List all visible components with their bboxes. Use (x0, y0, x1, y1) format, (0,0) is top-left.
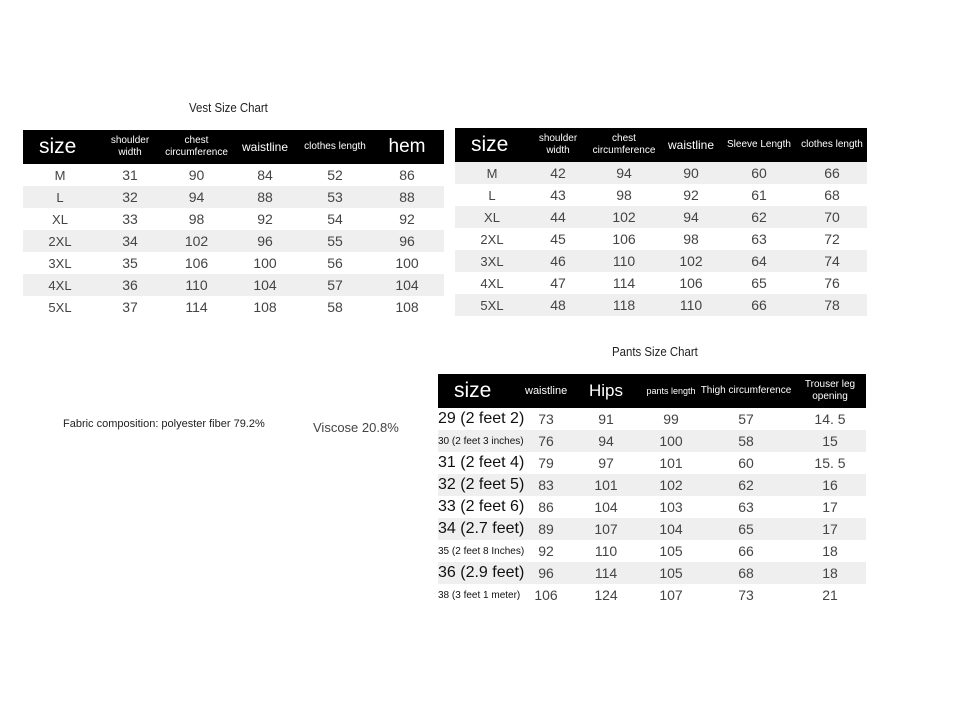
table-cell: 44 (529, 206, 587, 228)
size-cell: 4XL (23, 274, 97, 296)
table-cell: 124 (568, 584, 644, 606)
table-cell: 15. 5 (794, 452, 866, 474)
table-cell: 35 (97, 252, 163, 274)
table-cell: 104 (230, 274, 300, 296)
table-cell: 21 (794, 584, 866, 606)
table-cell: 91 (568, 408, 644, 430)
table-cell: 98 (661, 228, 721, 250)
vest-header-size: size (23, 130, 97, 164)
table-cell: 105 (644, 540, 698, 562)
table-cell: 57 (698, 408, 794, 430)
table-cell: 72 (797, 228, 867, 250)
vest-header-hem: hem (370, 130, 444, 164)
table-cell: 32 (97, 186, 163, 208)
table-cell: 90 (163, 164, 230, 186)
table-row (455, 206, 867, 228)
table-row (438, 584, 866, 606)
table-cell: 102 (587, 206, 661, 228)
table-cell: 97 (568, 452, 644, 474)
viscose-text: Viscose 20.8% (313, 420, 399, 435)
table-cell: 54 (300, 208, 370, 230)
table-row (23, 164, 444, 186)
table-cell: 57 (300, 274, 370, 296)
shirt-header-sleeve: Sleeve Length (721, 128, 797, 162)
table-row (438, 474, 866, 496)
table-row (438, 452, 866, 474)
size-cell: 30 (2 feet 3 inches) (438, 430, 524, 452)
size-cell: 38 (3 feet 1 meter) (438, 584, 524, 606)
size-cell: 31 (2 feet 4) (438, 452, 524, 474)
size-cell: M (455, 162, 529, 184)
table-cell: 107 (644, 584, 698, 606)
table-cell: 65 (721, 272, 797, 294)
table-cell: 102 (163, 230, 230, 252)
table-cell: 34 (97, 230, 163, 252)
table-cell: 110 (568, 540, 644, 562)
table-cell: 98 (587, 184, 661, 206)
table-row (23, 296, 444, 318)
table-cell: 100 (644, 430, 698, 452)
table-cell: 60 (698, 452, 794, 474)
size-cell: 35 (2 feet 8 Inches) (438, 540, 524, 562)
table-cell: 100 (370, 252, 444, 274)
table-cell: 37 (97, 296, 163, 318)
table-cell: 96 (230, 230, 300, 252)
table-cell: 62 (721, 206, 797, 228)
size-cell: 32 (2 feet 5) (438, 474, 524, 496)
table-cell: 106 (661, 272, 721, 294)
table-cell: 62 (698, 474, 794, 496)
table-cell: 110 (587, 250, 661, 272)
table-row (438, 518, 866, 540)
size-cell: 2XL (23, 230, 97, 252)
table-cell: 65 (698, 518, 794, 540)
pants-chart-title: Pants Size Chart (612, 344, 698, 359)
table-row (455, 250, 867, 272)
table-cell: 36 (97, 274, 163, 296)
table-row (23, 274, 444, 296)
table-cell: 114 (163, 296, 230, 318)
table-row (23, 208, 444, 230)
size-cell: 3XL (23, 252, 97, 274)
table-cell: 118 (587, 294, 661, 316)
pants-header-thigh: Thigh circumference (698, 374, 794, 408)
vest-header-shoulder: shoulder width (97, 130, 163, 164)
table-cell: 52 (300, 164, 370, 186)
table-cell: 74 (797, 250, 867, 272)
table-row (438, 430, 866, 452)
shirt-header-waistline: waistline (661, 128, 721, 162)
table-cell: 70 (797, 206, 867, 228)
table-cell: 102 (644, 474, 698, 496)
table-row (23, 186, 444, 208)
table-cell: 61 (721, 184, 797, 206)
table-cell: 68 (698, 562, 794, 584)
pants-header-waistline: waistline (524, 374, 568, 408)
vest-size-table (23, 130, 444, 318)
table-cell: 14. 5 (794, 408, 866, 430)
table-cell: 94 (568, 430, 644, 452)
table-cell: 84 (230, 164, 300, 186)
table-cell: 104 (644, 518, 698, 540)
pants-header-row (438, 374, 866, 408)
table-cell: 92 (524, 540, 568, 562)
table-cell: 92 (661, 184, 721, 206)
table-cell: 58 (300, 296, 370, 318)
table-row (438, 540, 866, 562)
table-cell: 55 (300, 230, 370, 252)
table-cell: 114 (568, 562, 644, 584)
table-cell: 94 (163, 186, 230, 208)
size-cell: L (455, 184, 529, 206)
shirt-header-row (455, 128, 867, 162)
table-row (23, 252, 444, 274)
table-cell: 79 (524, 452, 568, 474)
size-cell: L (23, 186, 97, 208)
size-cell: XL (455, 206, 529, 228)
table-cell: 107 (568, 518, 644, 540)
table-cell: 63 (721, 228, 797, 250)
table-cell: 78 (797, 294, 867, 316)
table-cell: 105 (644, 562, 698, 584)
table-cell: 73 (524, 408, 568, 430)
table-cell: 58 (698, 430, 794, 452)
table-cell: 94 (661, 206, 721, 228)
table-cell: 31 (97, 164, 163, 186)
table-row (455, 272, 867, 294)
size-cell: M (23, 164, 97, 186)
table-cell: 83 (524, 474, 568, 496)
table-cell: 66 (721, 294, 797, 316)
table-row (438, 408, 866, 430)
table-cell: 101 (568, 474, 644, 496)
table-cell: 89 (524, 518, 568, 540)
fabric-composition-text: Fabric composition: polyester fiber 79.2% (63, 418, 265, 430)
table-cell: 18 (794, 540, 866, 562)
table-cell: 86 (370, 164, 444, 186)
shirt-header-chest: chest circumference (587, 128, 661, 162)
table-cell: 92 (370, 208, 444, 230)
table-cell: 100 (230, 252, 300, 274)
size-cell: 3XL (455, 250, 529, 272)
table-cell: 47 (529, 272, 587, 294)
table-cell: 99 (644, 408, 698, 430)
table-row (23, 230, 444, 252)
table-cell: 76 (524, 430, 568, 452)
table-cell: 16 (794, 474, 866, 496)
table-cell: 17 (794, 496, 866, 518)
table-cell: 66 (698, 540, 794, 562)
table-cell: 68 (797, 184, 867, 206)
table-cell: 66 (797, 162, 867, 184)
size-cell: 5XL (23, 296, 97, 318)
table-cell: 46 (529, 250, 587, 272)
table-cell: 43 (529, 184, 587, 206)
table-row (455, 294, 867, 316)
table-cell: 104 (568, 496, 644, 518)
table-row (455, 228, 867, 250)
table-cell: 60 (721, 162, 797, 184)
table-cell: 102 (661, 250, 721, 272)
vest-header-chest: chest circumference (163, 130, 230, 164)
table-cell: 114 (587, 272, 661, 294)
table-cell: 110 (661, 294, 721, 316)
size-cell: XL (23, 208, 97, 230)
pants-header-hips: Hips (568, 374, 644, 408)
table-cell: 45 (529, 228, 587, 250)
table-cell: 64 (721, 250, 797, 272)
table-cell: 106 (587, 228, 661, 250)
shirt-header-shoulder: shoulder width (529, 128, 587, 162)
table-cell: 106 (524, 584, 568, 606)
size-cell: 33 (2 feet 6) (438, 496, 524, 518)
table-cell: 73 (698, 584, 794, 606)
size-cell: 5XL (455, 294, 529, 316)
table-cell: 53 (300, 186, 370, 208)
table-cell: 94 (587, 162, 661, 184)
table-cell: 108 (230, 296, 300, 318)
size-cell: 4XL (455, 272, 529, 294)
size-cell: 34 (2.7 feet) (438, 518, 524, 540)
table-cell: 18 (794, 562, 866, 584)
table-cell: 56 (300, 252, 370, 274)
table-cell: 88 (370, 186, 444, 208)
table-cell: 88 (230, 186, 300, 208)
pants-size-table (438, 374, 866, 606)
size-cell: 36 (2.9 feet) (438, 562, 524, 584)
table-cell: 98 (163, 208, 230, 230)
pants-header-leg-opening: Trouser leg opening (794, 374, 866, 408)
table-cell: 76 (797, 272, 867, 294)
shirt-header-length: clothes length (797, 128, 867, 162)
table-cell: 86 (524, 496, 568, 518)
vest-chart-title: Vest Size Chart (189, 100, 268, 115)
table-cell: 48 (529, 294, 587, 316)
table-row (438, 562, 866, 584)
pants-header-length: pants length (644, 374, 698, 408)
table-row (455, 184, 867, 206)
table-cell: 17 (794, 518, 866, 540)
size-cell: 29 (2 feet 2) (438, 408, 524, 430)
table-cell: 15 (794, 430, 866, 452)
table-cell: 108 (370, 296, 444, 318)
table-cell: 101 (644, 452, 698, 474)
table-cell: 103 (644, 496, 698, 518)
pants-header-size: size (438, 374, 524, 408)
table-cell: 96 (524, 562, 568, 584)
table-cell: 90 (661, 162, 721, 184)
vest-header-waistline: waistline (230, 130, 300, 164)
table-row (455, 162, 867, 184)
vest-header-row (23, 130, 444, 164)
size-cell: 2XL (455, 228, 529, 250)
vest-header-length: clothes length (300, 130, 370, 164)
table-cell: 106 (163, 252, 230, 274)
shirt-header-size: size (455, 128, 529, 162)
table-cell: 63 (698, 496, 794, 518)
table-cell: 110 (163, 274, 230, 296)
table-cell: 33 (97, 208, 163, 230)
table-cell: 104 (370, 274, 444, 296)
table-cell: 92 (230, 208, 300, 230)
table-cell: 96 (370, 230, 444, 252)
table-cell: 42 (529, 162, 587, 184)
shirt-size-table (455, 128, 867, 316)
table-row (438, 496, 866, 518)
